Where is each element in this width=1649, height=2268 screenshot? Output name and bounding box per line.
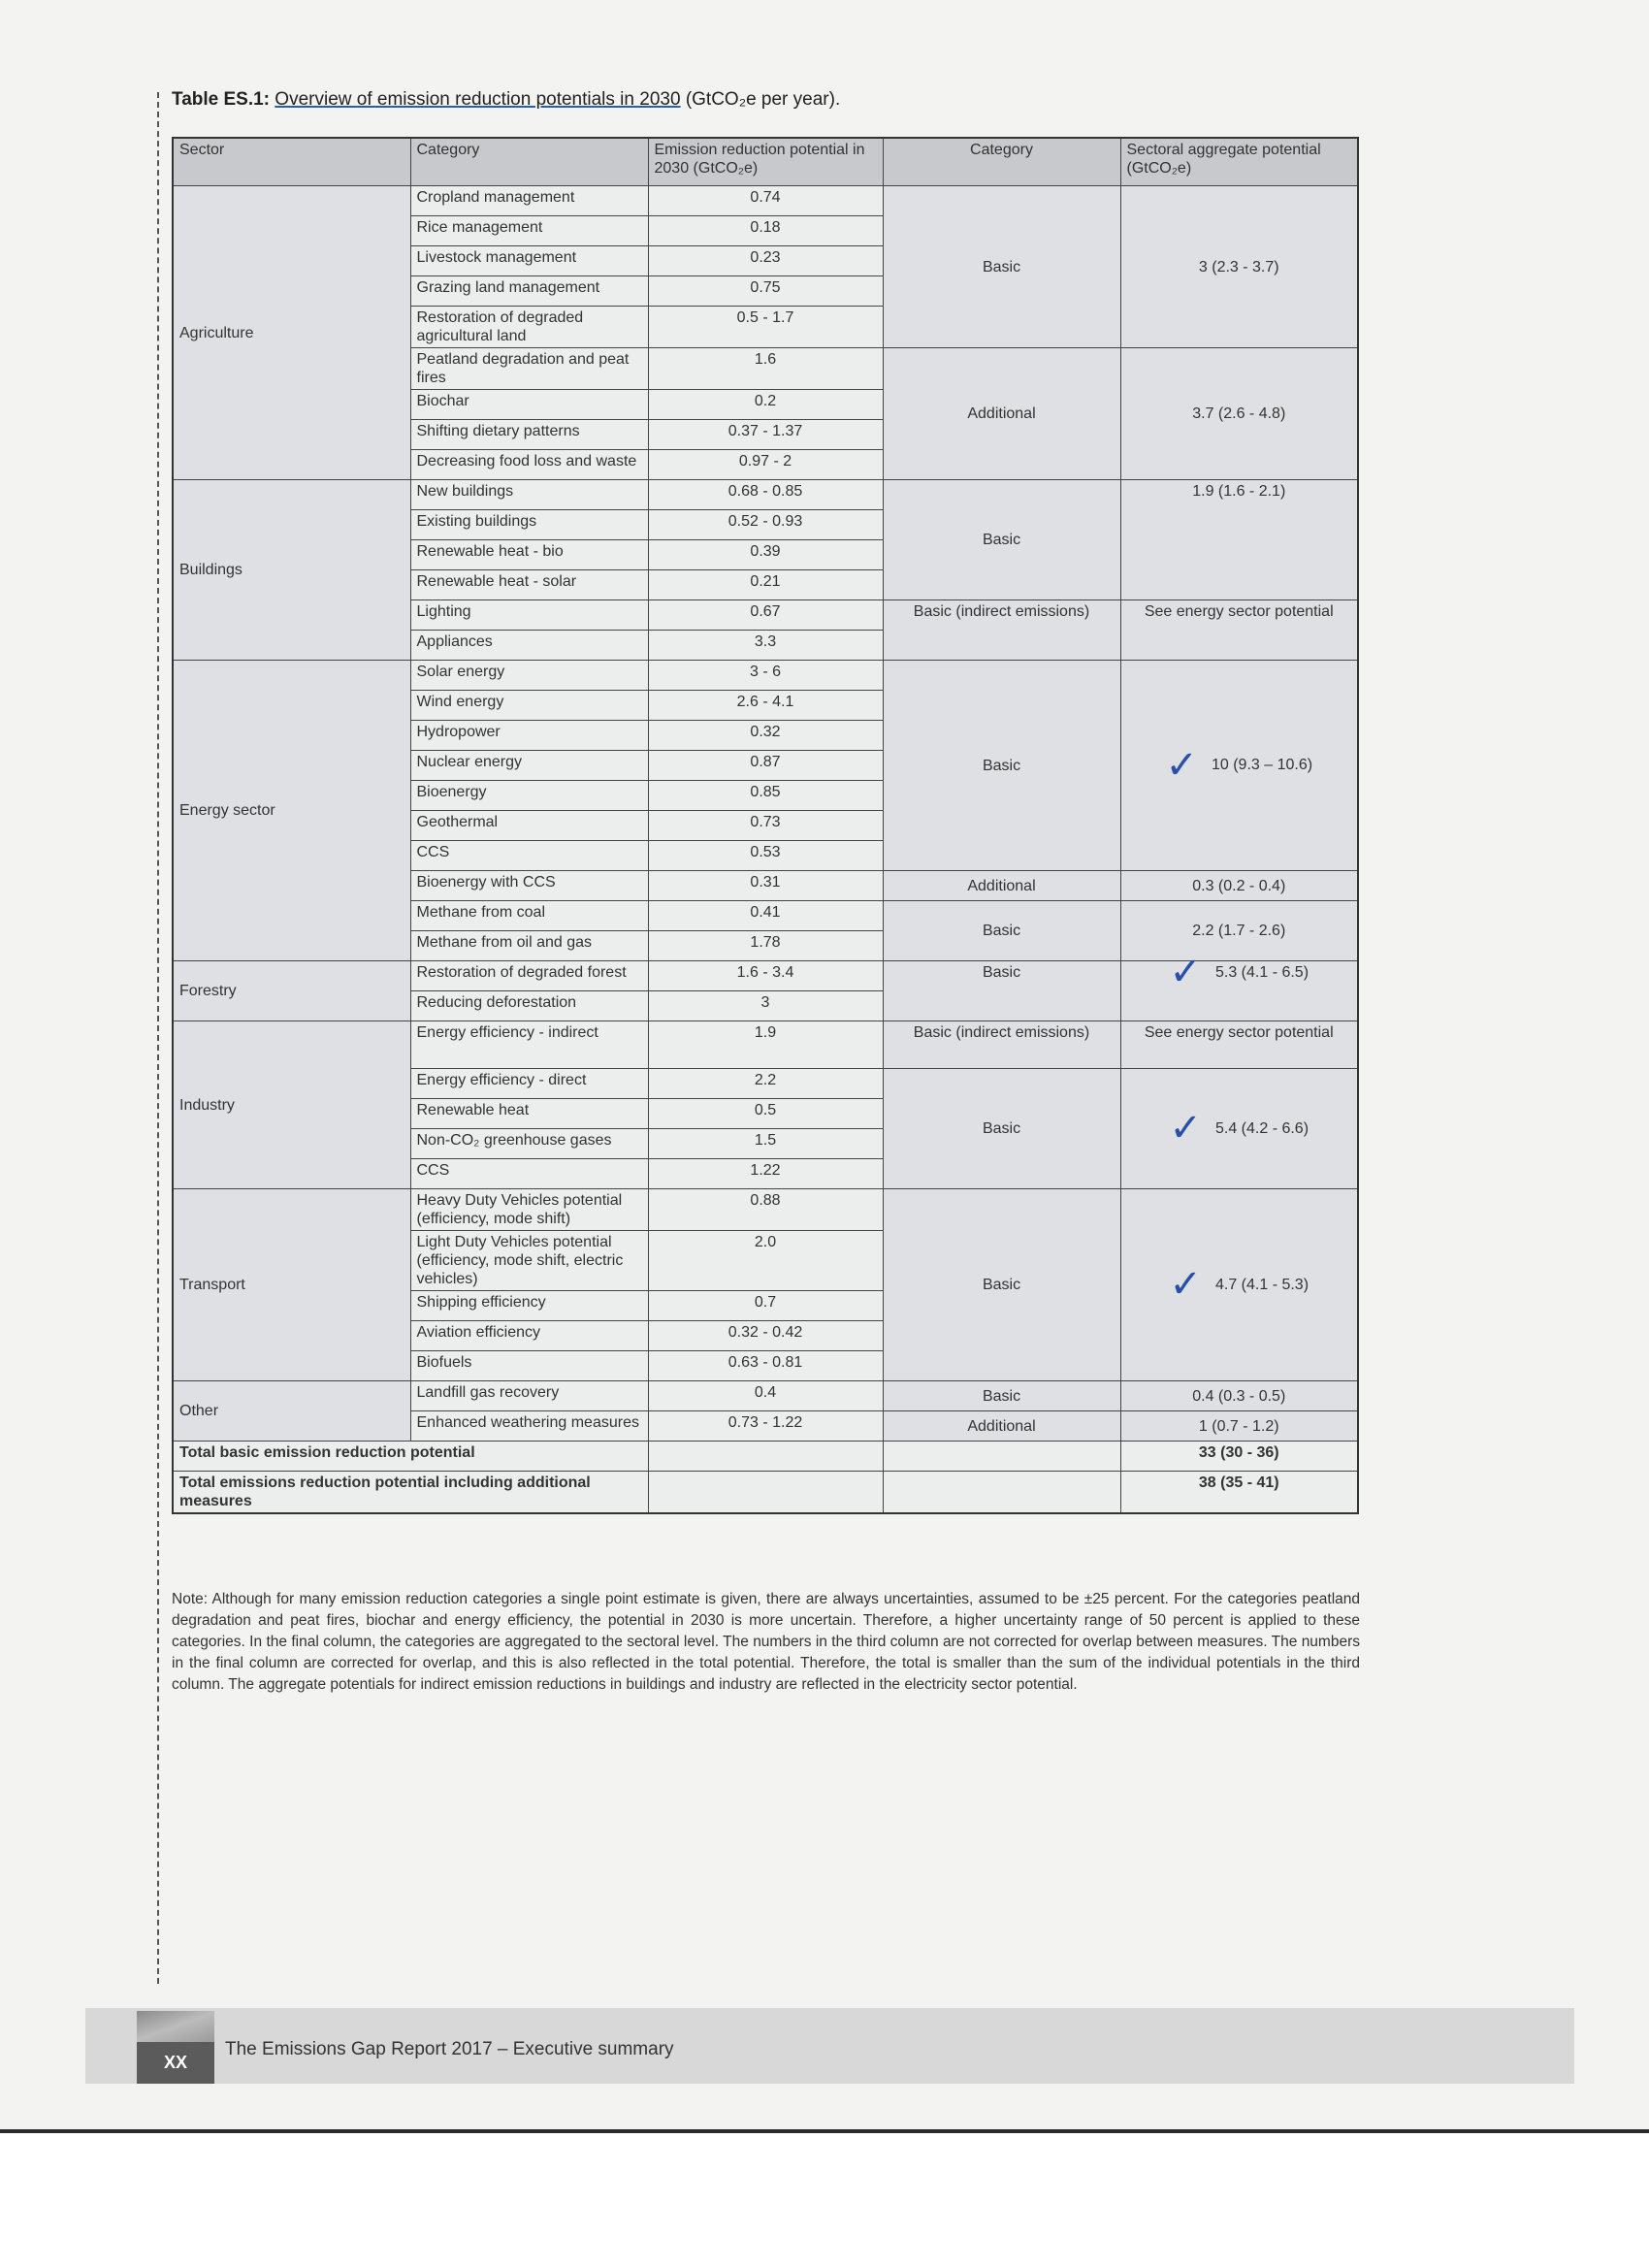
potential-cell: 0.97 - 2 — [648, 450, 883, 480]
table-title-underlined: Overview of emission reduction potentials in 2030 — [275, 89, 681, 110]
potential-cell: 1.6 - 3.4 — [648, 961, 883, 991]
aggregate-cell: 1 (0.7 - 1.2) — [1120, 1411, 1358, 1442]
category-cell: Appliances — [410, 631, 648, 661]
blank-cell — [883, 1442, 1120, 1472]
potential-cell: 0.63 - 0.81 — [648, 1351, 883, 1381]
blank-cell — [648, 1442, 883, 1472]
category-cell: Energy efficiency - direct — [410, 1069, 648, 1099]
sector-buildings: Buildings — [173, 480, 410, 661]
group-category-cell: Basic — [883, 961, 1120, 1021]
category-cell: Restoration of degraded forest — [410, 961, 648, 991]
aggregate-cell — [1120, 1069, 1358, 1189]
potential-cell: 1.78 — [648, 931, 883, 961]
table-title-unit: (GtCO₂e per year). — [685, 89, 841, 110]
aggregate-cell — [1120, 1189, 1358, 1381]
table-note: Note: Although for many emission reduction categories a single point estimate is given, there are always uncertainties, assumed to be ±25 percent. For the categories peatland degradation and peat fires, biochar and energy efficiency, the potential in 2030 is more uncertain. Therefore, a higher uncertainty range of 50 percent is applied to these categories. In the final column, the categories are aggregated to the sectoral level. The numbers in the third column are not corrected for overlap between measures. The numbers in the final column are corrected for overlap, and this is also reflected in the total potential. Therefore, the total is smaller than the sum of the individual potentials in the third column. The aggregate potentials for indirect emission reductions in buildings and industry are reflected in the electricity sector potential. — [172, 1591, 1360, 1693]
category-cell: CCS — [410, 1159, 648, 1189]
category-cell: New buildings — [410, 480, 648, 510]
group-category-cell: Basic — [883, 1189, 1120, 1381]
category-cell: Lighting — [410, 600, 648, 631]
category-cell: Cropland management — [410, 186, 648, 216]
header-category: Category — [410, 138, 648, 186]
category-cell: Bioenergy — [410, 781, 648, 811]
potential-cell: 3 - 6 — [648, 661, 883, 691]
potential-cell: 0.53 — [648, 841, 883, 871]
potential-cell: 0.73 - 1.22 — [648, 1411, 883, 1442]
potential-cell: 1.22 — [648, 1159, 883, 1189]
footer-stripe-decoration — [137, 2011, 214, 2042]
potential-cell: 3 — [648, 991, 883, 1021]
blank-cell — [883, 1472, 1120, 1514]
emission-reduction-table — [172, 137, 1359, 1514]
table-title — [172, 89, 840, 111]
aggregate-cell: 0.4 (0.3 - 0.5) — [1120, 1381, 1358, 1411]
potential-cell: 0.31 — [648, 871, 883, 901]
potential-cell: 0.5 - 1.7 — [648, 307, 883, 348]
category-cell: Aviation efficiency — [410, 1321, 648, 1351]
header-aggregate: Sectoral aggregate potential (GtCO₂e) — [1120, 138, 1358, 186]
potential-cell: 0.5 — [648, 1099, 883, 1129]
aggregate-cell: 3 (2.3 - 3.7) — [1120, 186, 1358, 348]
aggregate-cell: 0.3 (0.2 - 0.4) — [1120, 871, 1358, 901]
group-category-cell: Basic — [883, 1069, 1120, 1189]
group-category-cell: Additional — [883, 348, 1120, 480]
sector-agriculture: Agriculture — [173, 186, 410, 480]
potential-cell: 2.2 — [648, 1069, 883, 1099]
aggregate-value: 5.3 (4.1 - 6.5) — [1214, 964, 1310, 981]
group-category-cell: Basic — [883, 186, 1120, 348]
category-cell: Non-CO₂ greenhouse gases — [410, 1129, 648, 1159]
potential-cell: 3.3 — [648, 631, 883, 661]
potential-cell: 0.67 — [648, 600, 883, 631]
category-cell: Hydropower — [410, 721, 648, 751]
group-category-cell: Basic (indirect emissions) — [883, 600, 1120, 661]
potential-cell: 0.73 — [648, 811, 883, 841]
category-cell: Wind energy — [410, 691, 648, 721]
category-cell: Light Duty Vehicles potential (efficiency, mode shift, electric vehicles) — [410, 1231, 648, 1291]
group-category-cell: Additional — [883, 1411, 1120, 1442]
handwritten-check-icon: ✓ — [1169, 1262, 1202, 1308]
binding-margin-line — [157, 92, 159, 1984]
category-cell: Landfill gas recovery — [410, 1381, 648, 1411]
category-cell: Renewable heat - bio — [410, 540, 648, 570]
footer-title: The Emissions Gap Report 2017 – Executive summary — [225, 2039, 674, 2059]
total-basic-label: Total basic emission reduction potential — [173, 1442, 648, 1472]
table-header-row — [173, 138, 1358, 186]
potential-cell: 0.41 — [648, 901, 883, 931]
potential-cell: 0.85 — [648, 781, 883, 811]
potential-cell: 1.9 — [648, 1021, 883, 1069]
page-number: XX — [137, 2042, 214, 2084]
table-row — [173, 186, 1358, 216]
aggregate-value: 4.7 (4.1 - 5.3) — [1214, 1276, 1310, 1293]
category-cell: Existing buildings — [410, 510, 648, 540]
handwritten-check-icon: ✓ — [1169, 1106, 1202, 1151]
table-row — [173, 1189, 1358, 1231]
category-cell: Grazing land management — [410, 276, 648, 307]
potential-cell: 1.6 — [648, 348, 883, 390]
potential-cell: 0.32 — [648, 721, 883, 751]
group-category-cell: Basic — [883, 661, 1120, 871]
potential-cell: 0.2 — [648, 390, 883, 420]
potential-cell: 0.39 — [648, 540, 883, 570]
page-edge — [0, 2129, 1649, 2133]
potential-cell: 0.74 — [648, 186, 883, 216]
potential-cell: 0.21 — [648, 570, 883, 600]
header-sector: Sector — [173, 138, 410, 186]
total-all-value: 38 (35 - 41) — [1120, 1472, 1358, 1514]
potential-cell: 0.23 — [648, 246, 883, 276]
table-row — [173, 480, 1358, 510]
potential-cell: 0.75 — [648, 276, 883, 307]
category-cell: Shifting dietary patterns — [410, 420, 648, 450]
sector-other: Other — [173, 1381, 410, 1442]
handwritten-check-icon: ✓ — [1169, 950, 1202, 995]
potential-cell: 0.88 — [648, 1189, 883, 1231]
total-row — [173, 1442, 1358, 1472]
blank-cell — [648, 1472, 883, 1514]
category-cell: Solar energy — [410, 661, 648, 691]
table-row — [173, 961, 1358, 991]
category-cell: Reducing deforestation — [410, 991, 648, 1021]
total-row — [173, 1472, 1358, 1514]
group-category-cell: Additional — [883, 871, 1120, 901]
category-cell: Energy efficiency - indirect — [410, 1021, 648, 1069]
potential-cell: 2.6 - 4.1 — [648, 691, 883, 721]
category-cell: Decreasing food loss and waste — [410, 450, 648, 480]
aggregate-cell: See energy sector potential — [1120, 1021, 1358, 1069]
sector-transport: Transport — [173, 1189, 410, 1381]
sector-industry: Industry — [173, 1021, 410, 1189]
aggregate-cell: 1.9 (1.6 - 2.1) — [1120, 480, 1358, 600]
group-category-cell: Basic — [883, 901, 1120, 961]
category-cell: Methane from coal — [410, 901, 648, 931]
sector-forestry: Forestry — [173, 961, 410, 1021]
category-cell: CCS — [410, 841, 648, 871]
category-cell: Nuclear energy — [410, 751, 648, 781]
category-cell: Livestock management — [410, 246, 648, 276]
table-row — [173, 661, 1358, 691]
category-cell: Bioenergy with CCS — [410, 871, 648, 901]
category-cell: Renewable heat — [410, 1099, 648, 1129]
potential-cell: 0.52 - 0.93 — [648, 510, 883, 540]
handwritten-check-icon: ✓ — [1165, 742, 1198, 788]
aggregate-cell: 3.7 (2.6 - 4.8) — [1120, 348, 1358, 480]
group-category-cell: Basic — [883, 480, 1120, 600]
category-cell: Biochar — [410, 390, 648, 420]
category-cell: Geothermal — [410, 811, 648, 841]
category-cell: Heavy Duty Vehicles potential (efficiency, mode shift) — [410, 1189, 648, 1231]
header-category2: Category — [883, 138, 1120, 186]
aggregate-cell: 2.2 (1.7 - 2.6) — [1120, 901, 1358, 961]
category-cell: Enhanced weathering measures — [410, 1411, 648, 1442]
total-all-label: Total emissions reduction potential including additional measures — [173, 1472, 648, 1514]
group-category-cell: Basic — [883, 1381, 1120, 1411]
header-potential: Emission reduction potential in 2030 (GtCO₂e) — [648, 138, 883, 186]
category-cell: Restoration of degraded agricultural land — [410, 307, 648, 348]
aggregate-value: 5.4 (4.2 - 6.6) — [1214, 1119, 1310, 1137]
potential-cell: 1.5 — [648, 1129, 883, 1159]
potential-cell: 0.32 - 0.42 — [648, 1321, 883, 1351]
category-cell: Shipping efficiency — [410, 1291, 648, 1321]
aggregate-cell — [1120, 661, 1358, 871]
aggregate-value: 10 (9.3 – 10.6) — [1211, 757, 1313, 774]
potential-cell: 0.7 — [648, 1291, 883, 1321]
category-cell: Renewable heat - solar — [410, 570, 648, 600]
group-category-cell: Basic (indirect emissions) — [883, 1021, 1120, 1069]
potential-cell: 0.87 — [648, 751, 883, 781]
sector-energy: Energy sector — [173, 661, 410, 961]
table-title-label: Table ES.1: — [172, 89, 271, 110]
aggregate-cell — [1120, 950, 1358, 1021]
potential-cell: 0.4 — [648, 1381, 883, 1411]
table-row — [173, 1021, 1358, 1069]
table-row — [173, 1381, 1358, 1411]
potential-cell: 2.0 — [648, 1231, 883, 1291]
category-cell: Methane from oil and gas — [410, 931, 648, 961]
category-cell: Peatland degradation and peat fires — [410, 348, 648, 390]
potential-cell: 0.68 - 0.85 — [648, 480, 883, 510]
category-cell: Rice management — [410, 216, 648, 246]
potential-cell: 0.18 — [648, 216, 883, 246]
category-cell: Biofuels — [410, 1351, 648, 1381]
potential-cell: 0.37 - 1.37 — [648, 420, 883, 450]
total-basic-value: 33 (30 - 36) — [1120, 1442, 1358, 1472]
aggregate-cell: See energy sector potential — [1120, 600, 1358, 661]
